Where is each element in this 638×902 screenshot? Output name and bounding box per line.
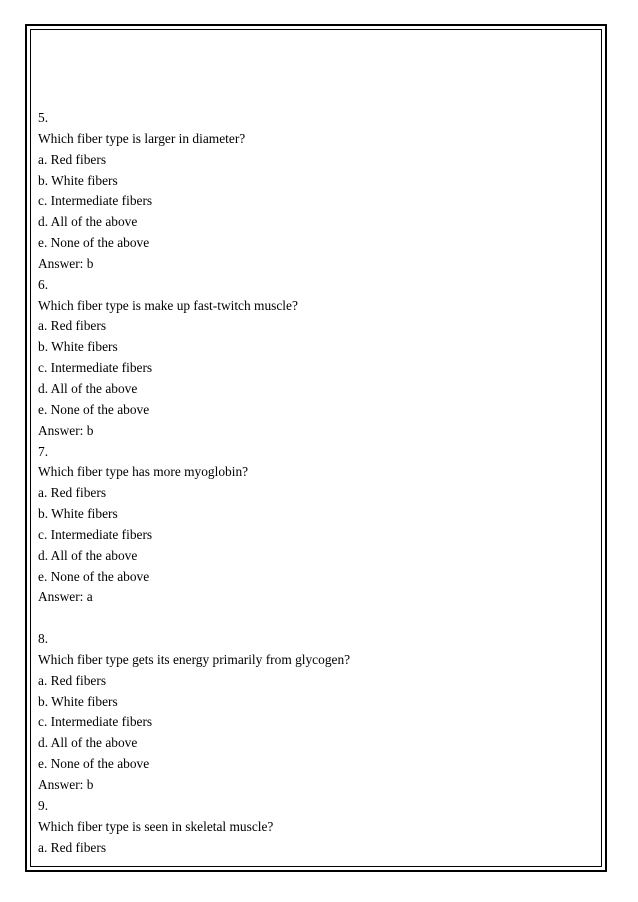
- option-b: b. White fibers: [38, 506, 118, 522]
- option-b: b. White fibers: [38, 172, 118, 188]
- option-a: a. Red fibers: [38, 485, 107, 501]
- question-text: Which fiber type gets its energy primarily from glycogen?: [38, 651, 351, 667]
- option-d: d. All of the above: [38, 547, 138, 563]
- option-a: a. Red fibers: [38, 839, 107, 855]
- question-number: 5.: [38, 110, 49, 125]
- answer: Answer: a: [38, 589, 93, 605]
- question-number: 9.: [38, 797, 49, 813]
- option-d: d. All of the above: [38, 735, 138, 751]
- option-e: e. None of the above: [38, 235, 150, 251]
- question-text: Which fiber type is make up fast-twitch muscle?: [38, 297, 298, 313]
- question-9: [38, 796, 598, 859]
- option-c: c. Intermediate fibers: [38, 360, 153, 376]
- option-e: e. None of the above: [38, 401, 150, 417]
- answer: Answer: b: [38, 422, 94, 438]
- question-number: 7.: [38, 443, 49, 459]
- option-e: e. None of the above: [38, 568, 150, 584]
- option-a: a. Red fibers: [38, 151, 107, 167]
- option-e: e. None of the above: [38, 756, 150, 772]
- question-6: [38, 275, 598, 442]
- question-text: Which fiber type has more myoglobin?: [38, 464, 249, 480]
- document-body: [38, 108, 598, 858]
- question-text: Which fiber type is larger in diameter?: [38, 130, 246, 146]
- answer: Answer: b: [38, 777, 94, 792]
- option-a: a. Red fibers: [38, 318, 107, 334]
- option-a: a. Red fibers: [38, 672, 107, 688]
- answer: Answer: b: [38, 255, 94, 271]
- option-c: c. Intermediate fibers: [38, 714, 153, 730]
- option-b: b. White fibers: [38, 693, 118, 709]
- option-b: b. White fibers: [38, 339, 118, 355]
- option-d: d. All of the above: [38, 380, 138, 396]
- question-5: [38, 108, 598, 275]
- option-c: c. Intermediate fibers: [38, 526, 153, 542]
- question-7: [38, 442, 598, 609]
- blank-line: [38, 608, 598, 629]
- question-number: 8.: [38, 631, 49, 647]
- question-text: Which fiber type is seen in skeletal muscle?: [38, 818, 274, 834]
- option-d: d. All of the above: [38, 214, 138, 230]
- question-number: 6.: [38, 276, 49, 292]
- question-8: [38, 629, 598, 796]
- option-c: c. Intermediate fibers: [38, 193, 153, 209]
